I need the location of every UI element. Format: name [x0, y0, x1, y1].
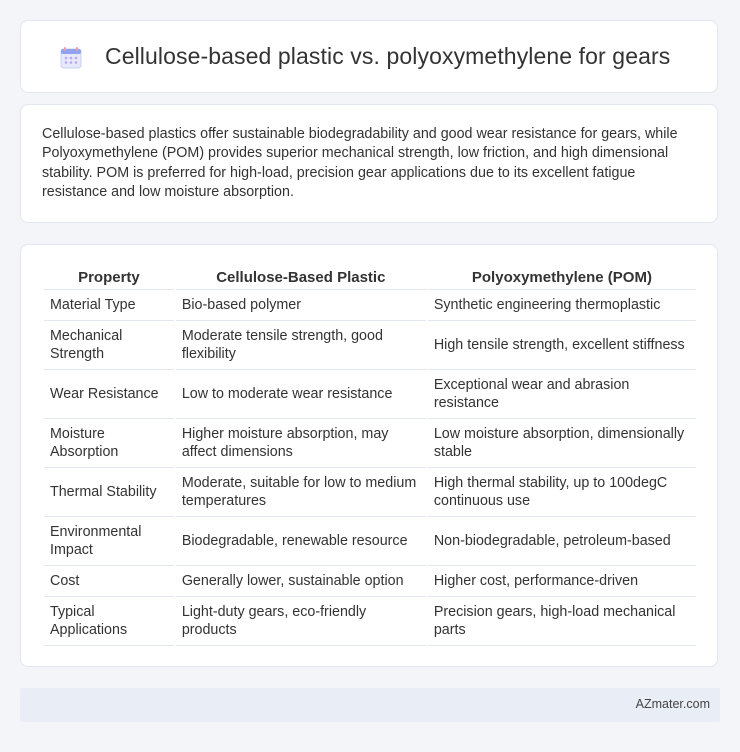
cellulose-cell: Light-duty gears, eco-friendly products	[176, 597, 426, 646]
pom-cell: Non-biodegradable, petroleum-based	[428, 517, 696, 566]
pom-cell: Exceptional wear and abrasion resistance	[428, 370, 696, 419]
table-row	[44, 566, 696, 597]
table-row	[44, 419, 696, 468]
cellulose-cell: Low to moderate wear resistance	[176, 370, 426, 419]
column-header-cellulose: Cellulose-Based Plastic	[176, 265, 426, 290]
cellulose-cell: Moderate tensile strength, good flexibility	[176, 321, 426, 370]
cellulose-cell: Moderate, suitable for low to medium temperatures	[176, 468, 426, 517]
pom-cell: Higher cost, performance-driven	[428, 566, 696, 597]
comparison-table	[42, 265, 698, 646]
property-cell: Wear Resistance	[44, 370, 174, 419]
comparison-table-card	[20, 244, 718, 667]
page-title: Cellulose-based plastic vs. polyoxymethylene for gears	[105, 43, 671, 69]
table-row	[44, 370, 696, 419]
summary-text: Cellulose-based plastics offer sustainable biodegradability and good wear resistance for gears, while Polyoxymethylene (POM) provides superior mechanical strength, low friction, and high dimensional stability. POM is preferred for high-load, precision gear applications due to its excellent fatigue resistance and low moisture absorption.	[42, 126, 678, 200]
table-row	[44, 517, 696, 566]
property-cell: Cost	[44, 566, 174, 597]
summary-card	[20, 104, 718, 223]
table-row	[44, 597, 696, 646]
property-cell: Moisture Absorption	[44, 419, 174, 468]
pom-cell: Precision gears, high-load mechanical parts	[428, 597, 696, 646]
column-header-pom: Polyoxymethylene (POM)	[428, 265, 696, 290]
cellulose-cell: Higher moisture absorption, may affect dimensions	[176, 419, 426, 468]
property-cell: Mechanical Strength	[44, 321, 174, 370]
title-card	[20, 20, 718, 93]
table-row	[44, 321, 696, 370]
table-row	[44, 290, 696, 321]
cellulose-cell: Biodegradable, renewable resource	[176, 517, 426, 566]
pom-cell: High tensile strength, excellent stiffness	[428, 321, 696, 370]
cellulose-cell: Bio-based polymer	[176, 290, 426, 321]
pom-cell: High thermal stability, up to 100degC continuous use	[428, 468, 696, 517]
source-credit: AZmater.com	[635, 697, 710, 711]
property-cell: Typical Applications	[44, 597, 174, 646]
property-cell: Material Type	[44, 290, 174, 321]
calendar-grid-icon	[59, 46, 83, 70]
property-cell: Thermal Stability	[44, 468, 174, 517]
cellulose-cell: Generally lower, sustainable option	[176, 566, 426, 597]
pom-cell: Low moisture absorption, dimensionally stable	[428, 419, 696, 468]
pom-cell: Synthetic engineering thermoplastic	[428, 290, 696, 321]
table-header-row	[44, 265, 696, 290]
column-header-property: Property	[44, 265, 174, 290]
table-row	[44, 468, 696, 517]
footer-bar	[20, 688, 720, 722]
property-cell: Environmental Impact	[44, 517, 174, 566]
